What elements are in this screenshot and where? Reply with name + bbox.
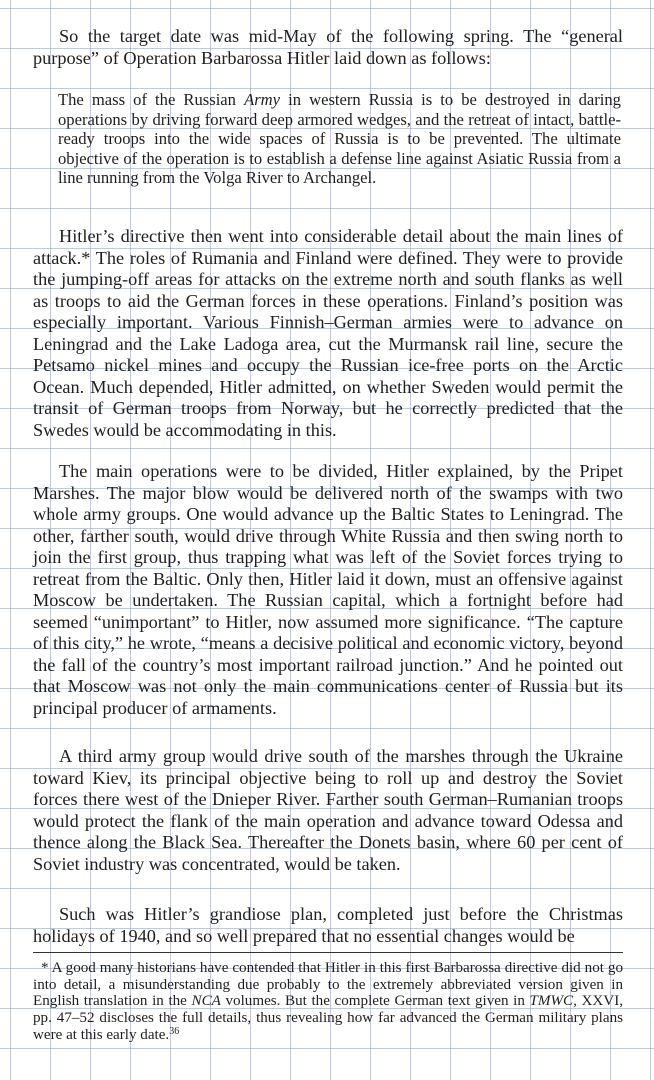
footnote-reference-number: 36 bbox=[169, 1025, 180, 1037]
main-operations-paragraph: The main operations were to be divided, Hitler explained, by the Pripet Marshes. The major blow would be delivered north of the swamps with two whole army groups. One would advance up the Baltic States to Leningrad. The other, farther south, would drive through White Russia and then swing north to join the first group, thus trapping what was left of the Soviet forces trying to retreat from the Baltic. Only then, Hitler laid it down, must an offensive against Moscow be undertaken. The Russian capital, which a fortnight before had seemed “unimportant” to Hitler, now assumed more significance. “The capture of this city,” he wrote, “means a decisive political and economic victory, beyond the fall of the country’s most important railroad junction.” And he pointed out that Moscow was not only the main communications center of Russia but its principal producer of armaments. bbox=[33, 461, 623, 718]
third-army-group-paragraph: A third army group would drive south of the marshes through the Ukraine toward Kiev, its principal objective being to roll up and destroy the Soviet forces there west of the Dnieper River. Farther south German–Rumanian troops would protect the flank of the main operation and advance toward Odessa and thence along the Black Sea. Thereafter the Donets basin, where 60 per cent of Soviet industry was concentrated, would be taken. bbox=[33, 746, 623, 874]
directive-paragraph: Hitler’s directive then went into considerable detail about the main lines of attack.* The roles of Rumania and Finland were defined. They were to provide the jumping-off areas for attacks on the extreme north and south flanks as well as troops to aid the German forces in these operations. Finland’s position was especially important. Various Finnish–German armies were to advance on Leningrad and the Lake Ladoga area, cut the Murmansk rail line, secure the Petsamo nickel mines and occupy the Russian ice-free ports on the Arctic Ocean. Much depended, Hitler admitted, on whether Sweden would permit the transit of German troops from Norway, but he correctly predicted that the Swedes would be accommodating in this. bbox=[33, 226, 623, 440]
grandiose-plan-paragraph: Such was Hitler’s grandiose plan, completed just before the Christmas holidays of 1940, and so well prepared that no essential changes would be bbox=[33, 904, 623, 946]
quote-text-rest: in western Russia is to be destroyed in daring operations by driving forward deep armored wedges, and the retreat of intact, battle-ready troops into the wide spaces of Russia is to be prevented. The ultimate objective of the operation is to establish a defense line against Asiatic Russia from a line running from the Volga River to Archangel. bbox=[58, 90, 621, 188]
directive-quote bbox=[58, 90, 621, 188]
footnote-italic-nca: NCA bbox=[191, 993, 221, 1010]
quote-italic-army: Army bbox=[244, 90, 281, 109]
footnote bbox=[33, 960, 623, 1044]
footnote-text-3: , XXVI, pp. 47–52 discloses the full details, thus revealing how far advanced the German military plans were at this early date. bbox=[33, 993, 624, 1043]
footnote-text-2: volumes. But the complete German text given in bbox=[220, 993, 530, 1010]
footnote-italic-tmwc: TMWC bbox=[529, 993, 574, 1010]
footnote-divider bbox=[33, 952, 623, 953]
footnote-text-1: * A good many historians have contended that Hitler in this first Barbarossa directive did not go into detail, a misunderstanding due probably to the extremely abbreviated version given in English translation in the bbox=[33, 960, 623, 1010]
intro-paragraph: So the target date was mid-May of the following spring. The “general purpose” of Operation Barbarossa Hitler laid down as follows: bbox=[33, 26, 623, 68]
quote-text-start: The mass of the Russian bbox=[58, 90, 245, 109]
